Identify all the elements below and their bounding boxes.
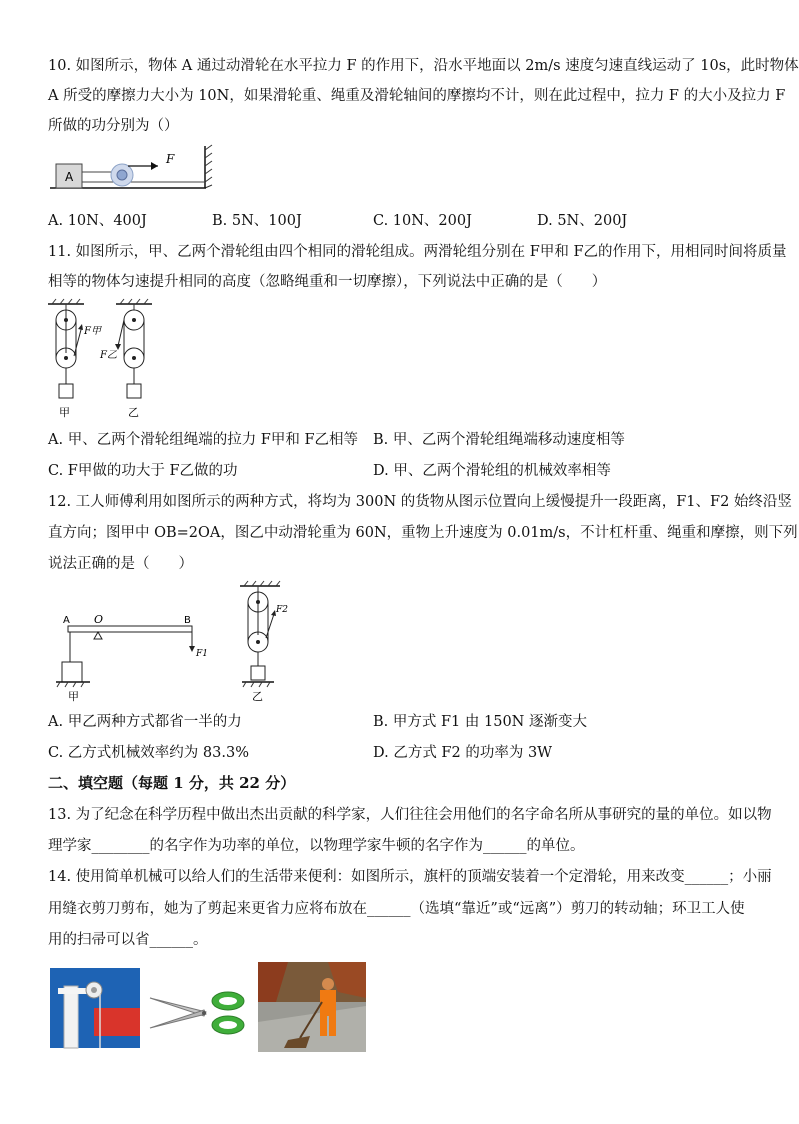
q13-line-2: 理学家________的名字作为功率的单位，以物理学家牛顿的名字作为______的单位。 [48, 838, 585, 854]
q11-option-b: B. 甲、乙两个滑轮组绳端移动速度相等 [373, 432, 625, 448]
f-jia-label: F甲 [84, 326, 101, 337]
q14-line-2: 用缝衣剪刀剪布，她为了剪起来更省力应将布放在______（选填“靠近”或“远离”）剪刀的转动轴；环卫工人使 [48, 901, 745, 917]
q12-line-1: 12. 工人师傅利用如图所示的两种方式，将均为 300N 的货物从图示位置向上缓慢提升一段距离，F1、F2 始终沿竖 [48, 494, 792, 510]
q10-option-a: A. 10N、400J [48, 213, 147, 229]
q12-option-c: C. 乙方式机械效率约为 83.3% [48, 745, 249, 761]
force-f-label: F [166, 152, 175, 166]
q10-option-c: C. 10N、200J [373, 213, 472, 229]
lever-b-label: B [184, 615, 191, 626]
lever-a-label: A [63, 615, 70, 626]
label-jia-12: 甲 [68, 690, 79, 703]
q12-option-a: A. 甲乙两种方式都省一半的力 [48, 714, 242, 730]
q12-figure-yi [234, 580, 294, 704]
block-a-label: A [65, 170, 74, 184]
label-jia: 甲 [59, 406, 70, 419]
q10-line-3: 所做的功分别为（） [48, 118, 179, 134]
label-yi-12: 乙 [252, 690, 263, 703]
q14-line-1: 14. 使用简单机械可以给人们的生活带来便利：如图所示，旗杆的顶端安装着一个定滑轮，用来改变______；小丽 [48, 869, 772, 885]
q12-option-b: B. 甲方式 F1 由 150N 逐渐变大 [373, 714, 587, 730]
street-sweeper-image [258, 962, 366, 1052]
q12-option-d: D. 乙方式 F2 的功率为 3W [373, 745, 553, 761]
f-yi-label: F乙 [100, 350, 117, 361]
q11-figure [44, 298, 164, 424]
f2-label: F2 [276, 605, 288, 615]
scissors-image [146, 990, 250, 1036]
q11-option-c: C. F甲做的功大于 F乙做的功 [48, 463, 238, 479]
q11-line-2: 相等的物体匀速提升相同的高度（忽略绳重和一切摩擦），下列说法中正确的是（ ） [48, 274, 607, 290]
lever-o-label: O [94, 613, 104, 626]
q11-option-d: D. 甲、乙两个滑轮组的机械效率相等 [373, 463, 611, 479]
q10-line-1: 10. 如图所示，物体 A 通过动滑轮在水平拉力 F 的作用下，沿水平地面以 2m/s 速度匀速直线运动了 10s，此时物体 [48, 58, 799, 74]
q13-line-1: 13. 为了纪念在科学历程中做出杰出贡献的科学家，人们往往会用他们的名字命名所从事研究的量的单位。如以物 [48, 807, 772, 823]
label-yi: 乙 [128, 406, 139, 419]
q10-figure [50, 144, 220, 196]
q10-option-d: D. 5N、200J [537, 213, 628, 229]
q12-figure-jia [56, 580, 206, 704]
q10-option-b: B. 5N、100J [212, 213, 302, 229]
q11-option-a: A. 甲、乙两个滑轮组绳端的拉力 F甲和 F乙相等 [48, 432, 359, 448]
f1-label: F1 [196, 649, 208, 659]
lever-bar [68, 626, 192, 632]
q10-line-2: A 所受的摩擦力大小为 10N，如果滑轮重、绳重及滑轮轴间的摩擦均不计，则在此过程中，拉力 F 的大小及拉力 F [48, 88, 786, 104]
q12-line-3: 说法正确的是（ ） [48, 556, 193, 572]
section-fill-in-title: 二、填空题（每题 1 分，共 22 分） [48, 774, 296, 792]
flagpole-pulley-image [50, 968, 140, 1048]
q12-line-2: 直方向；图甲中 OB=2OA，图乙中动滑轮重为 60N，重物上升速度为 0.01m/s，不计杠杆重、绳重和摩擦，则下列 [48, 525, 798, 541]
q11-line-1: 11. 如图所示，甲、乙两个滑轮组由四个相同的滑轮组成。两滑轮组分别在 F甲和 F乙的作用下，用相同时间将质量 [48, 244, 787, 260]
q14-line-3: 用的扫帚可以省______。 [48, 932, 208, 948]
